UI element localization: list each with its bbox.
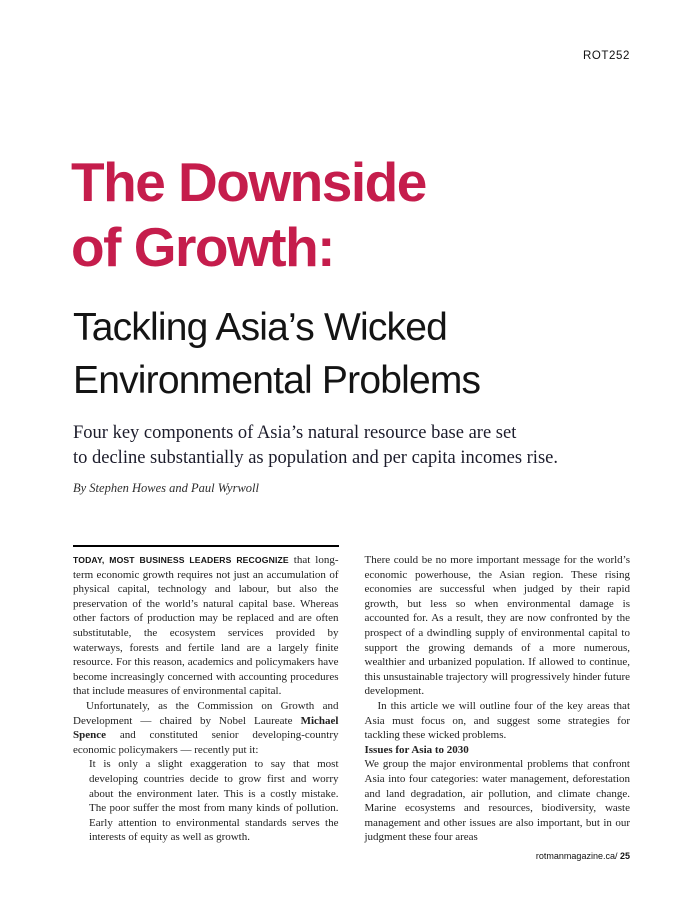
footer-page-number: 25 [619,851,630,861]
section-heading-issues: Issues for Asia to 2030 [364,743,469,756]
byline: By Stephen Howes and Paul Wyrwoll [73,481,259,495]
title-line-1: The Downside [71,151,426,213]
lead-in-text: TODAY, MOST BUSINESS LEADERS RECOGNIZE [73,555,289,565]
deck-line-1: Four key components of Asia’s natural resource base are set [73,423,517,443]
paragraph-outline: In this article we will outline four of the key areas that Asia must focus on, and suggest some strategies for tackling these wicked problems. [364,699,630,742]
article-subtitle [73,301,480,407]
subtitle-line-1: Tackling Asia’s Wicked [73,306,447,349]
paragraph-commission-before: Unfortunately, as the Commission on Growth and Development — chaired by Nobel Laureate [73,699,339,727]
article-deck [73,421,558,471]
right-column [365,545,631,845]
article-title [71,150,426,280]
page-code: ROT252 [582,50,630,62]
bold-name-michael-spence: Michael Spence [73,714,339,742]
page-footer [536,851,630,861]
left-column [73,545,339,845]
column-rule [73,545,339,547]
deck-line-2: to decline substantially as population and per capita incomes rise. [73,448,558,468]
footer-site: rotmanmagazine.ca/ [535,851,618,861]
block-quote: It is only a slight exaggeration to say that most developing countries decide to grow first and worry about the environment later. This is a costly mistake. The poor suffer the most from many kinds of pollution. Early attention to environmental standards serves the interests of equity as well as growth. [89,758,339,844]
paragraph-commission-after: and constituted senior developing-country economic policymakers — recently put it: [73,729,339,756]
subtitle-line-2: Environmental Problems [73,359,481,402]
paragraph-commission [73,699,339,757]
paragraph-message: There could be no more important message for the world’s economic powerhouse, the Asian region. These rising economies are successful when judged by their rapid growth, but less so when environmental damage is accounted for. As a result, they are now confronted by the prospect of a dwindling supply of environmental capital to support the growing demands of a more numerous, wealthier and urbanized population. If allowed to continue, this unsustainable trajectory will progressively hinder future development. [364,554,630,698]
paragraph-categories: We group the major environmental problems that confront Asia into four categories: water management, deforestation and land degradation, air pollution, and climate change. Marine ecosystems and resources, biodiversity, waste management and other issues are also important, but in our judgment these four areas [364,758,630,844]
paragraph-lead-rest: that long-term economic growth requires not just an accumulation of physical capital, technology and labour, but also the preservation of the world’s natural capital base. Whereas other factors of production may be replaced and are often substitutable, the ecosystem services provided by waterways, forests and fertile land are a largely finite resource. For this reason, academics and policymakers have become increasingly concerned with accounting procedures that include measures of environmental capital. [73,554,339,698]
paragraph-lead [73,553,339,699]
title-line-2: of Growth: [71,216,334,278]
article-body [73,545,630,845]
